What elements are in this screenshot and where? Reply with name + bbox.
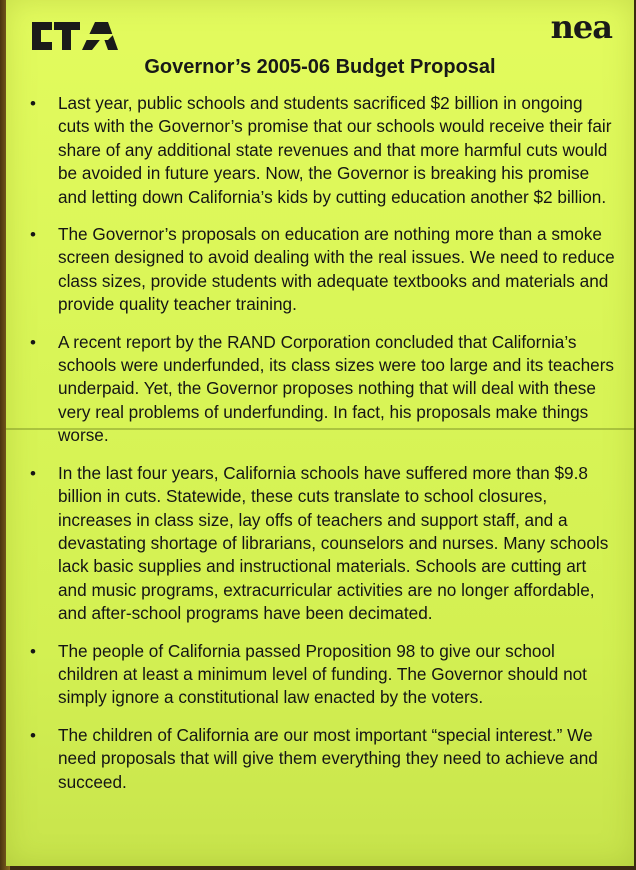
bullet-text: The children of California are our most important “special interest.” We need proposals that will give them everything they need to achieve and succeed.	[58, 724, 598, 792]
bullet-text: The people of California passed Proposition 98 to give our school children at least a minimum level of funding. The Governor should not simply ignore a constitutional law enacted by the voters.	[58, 640, 587, 708]
bullet-item	[26, 223, 616, 317]
bullet-text: Last year, public schools and students sacrificed $2 billion in ongoing cuts with the Governor’s promise that our schools would receive their fair share of any additional state revenues and that more harmful cuts would be avoided in future years. Now, the Governor is breaking his promise and letting down California’s kids by cutting education another $2 billion.	[58, 93, 612, 207]
nea-logo: nea	[550, 8, 612, 46]
bullet-text: The Governor’s proposals on education are nothing more than a smoke screen designed to avoid dealing with the real issues. We need to reduce class sizes, provide students with adequate textbooks and materials and provide quality teacher training.	[58, 224, 615, 315]
page-title: Governor’s 2005-06 Budget Proposal	[144, 56, 496, 78]
bullet-item	[26, 331, 616, 448]
bullet-marker: •	[30, 94, 36, 113]
bullet-marker: •	[30, 225, 36, 245]
bullet-item	[26, 640, 616, 710]
bullet-list	[26, 92, 616, 808]
bullet-text: A recent report by the RAND Corporation concluded that California’s schools were underfunded, its class sizes were too large and its teachers underpaid. Yet, the Governor proposes nothing that will deal with these very real problems of underfunding. In fact, his proposals make things worse.	[58, 331, 615, 446]
bullet-text: In the last four years, California schools have suffered more than $9.8 billion in cuts. Statewide, these cuts translate to school closures, increases in class size, lay offs of teachers and support staff, and a devastating shortage of librarians, counselors and nurses. Many schools lack basic supplies and instructional materials. Schools are cutting art and music programs, extracurricular activities are no longer affordable, and after-school programs have been decimated.	[58, 462, 609, 624]
bullet-item	[26, 92, 616, 209]
bullet-marker: •	[30, 463, 36, 483]
bullet-marker: •	[30, 641, 36, 661]
bullet-item	[26, 724, 616, 794]
flyer-sheet	[6, 0, 634, 866]
bullet-marker: •	[30, 332, 36, 352]
cta-logo	[28, 14, 120, 58]
bullet-marker: •	[30, 725, 36, 745]
bullet-item	[26, 462, 616, 626]
